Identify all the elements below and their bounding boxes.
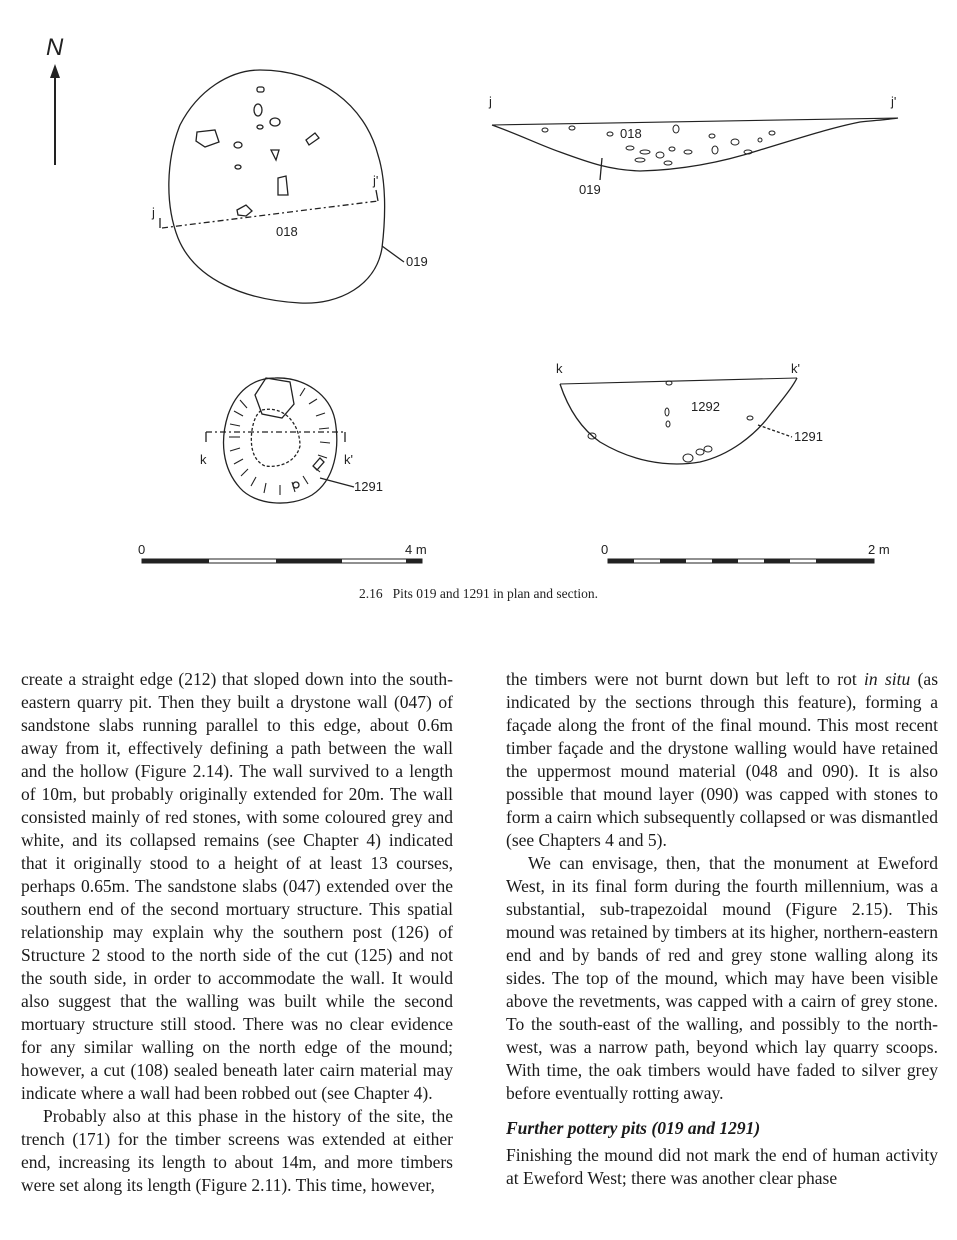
pit-019-section-fill-label: 018 (620, 126, 642, 141)
pit-019-section-right: j' (891, 94, 897, 109)
pit-1291-section (560, 378, 797, 464)
pit-019-section-left: j (489, 94, 492, 109)
pit-019-plan (160, 70, 404, 303)
left-paragraph-2: Probably also at this phase in the history of the site, the trench (171) for the timber screens was extended at either end, increasing its length to about 14m, and more timbers were set along its length (Figure 2.11). This time, however, (21, 1106, 453, 1195)
pit-019-cut-label: 019 (406, 254, 428, 269)
pit-1291-section-right: k' (791, 361, 800, 376)
right-paragraph-1 (506, 668, 938, 852)
pit-019-fill-label: 018 (276, 224, 298, 239)
scale-bar-section (608, 559, 874, 563)
scale-bar-plan (142, 559, 422, 563)
right-paragraph-1-part-b: (as indicated by the sections through this feature), forming a façade along the front of the final mound. This most recent timber façade and the drystone walling would have retained the uppermost mound material (048 and 090). It is also possible that mound layer (090) was capped with stones to form a cairn which subsequently collapsed or was dismantled (see Chapters 4 and 5). (506, 669, 939, 850)
pit-1291-section-fill-label: 1292 (691, 399, 720, 414)
left-column (21, 668, 453, 1197)
scale-plan-start: 0 (138, 542, 146, 557)
scale-plan-end: 4 m (405, 542, 427, 557)
pit-1291-section-left: k (556, 361, 563, 376)
scale-section-end: 2 m (868, 542, 890, 557)
right-paragraph-1-italic: in situ (864, 669, 911, 689)
pit-1291-section-cut-label: 1291 (794, 429, 823, 444)
section-heading: Further pottery pits (019 and 1291) (506, 1118, 761, 1138)
north-arrow (50, 64, 60, 165)
pit-1291-plan-sect-left: k (200, 452, 207, 467)
right-paragraph-1-part-a: the timbers were not burnt down but left to rot (506, 669, 865, 689)
pit-1291-plan (206, 378, 354, 503)
pit-019-section (492, 118, 898, 180)
pit-1291-plan-sect-right: k' (344, 452, 353, 467)
right-paragraph-2: We can envisage, then, that the monument at Eweford West, in its final form during the fourth millennium, was a substantial, sub-trapezoidal mound (Figure 2.15). This mound was retained by timbers at its higher, northern-eastern end and by bands of red and grey stone walling along its sides. The top of the mound, which may have been visible above the revetments, was capped with a cairn of grey stone. To the south-east of the walling, and possibly to the north-west, was a narrow path, beyond which lay quarry scoops. With time, the oak timbers would have faded to silver grey before eventually rotting away. (506, 853, 938, 1103)
caption-number: 2.16 (358, 586, 383, 601)
scale-section-start: 0 (601, 542, 609, 557)
north-label: N (46, 34, 64, 61)
figure-caption (0, 586, 957, 602)
right-column (506, 668, 938, 1190)
pit-019-section-cut-label: 019 (579, 182, 601, 197)
pit-1291-cut-label: 1291 (354, 479, 383, 494)
left-paragraph-1: create a straight edge (212) that sloped down into the south-eastern quarry pit. Then they built a drystone wall (047) of sandstone slabs running parallel to this edge, about 0.6m away from it, effectively defining a path between the wall and the hollow (Figure 2.14). The wall survived to a length of 10m, but probably originally extended for 20m. The wall consisted mainly of red stones, with some coloured grey and white, and its collapsed remains (see Chapter 4) indicated that it originally stood to a height of at least 13 courses, perhaps 0.65m. The sandstone slabs (047) extended over the southern end of the second mortuary structure. This spatial relationship may explain why the southern post (126) of Structure 2 stood to the north side of the cut (125) and not the south side, in order to accommodate the wall. It would also suggest that the walling was built while the second mortuary structure still stood. There was no clear evidence for any similar walling on the north edge of the mound; however, a cut (108) sealed beneath later cairn material may indicate where a wall had been robbed out (see Chapter 4). (21, 669, 453, 1103)
pit-019-plan-sect-left: j (152, 205, 155, 220)
right-paragraph-3: Finishing the mound did not mark the end of human activity at Eweford West; there was another clear phase (506, 1145, 938, 1188)
pit-019-plan-sect-right: j' (373, 173, 379, 188)
caption-text: Pits 019 and 1291 in plan and section. (392, 586, 599, 601)
